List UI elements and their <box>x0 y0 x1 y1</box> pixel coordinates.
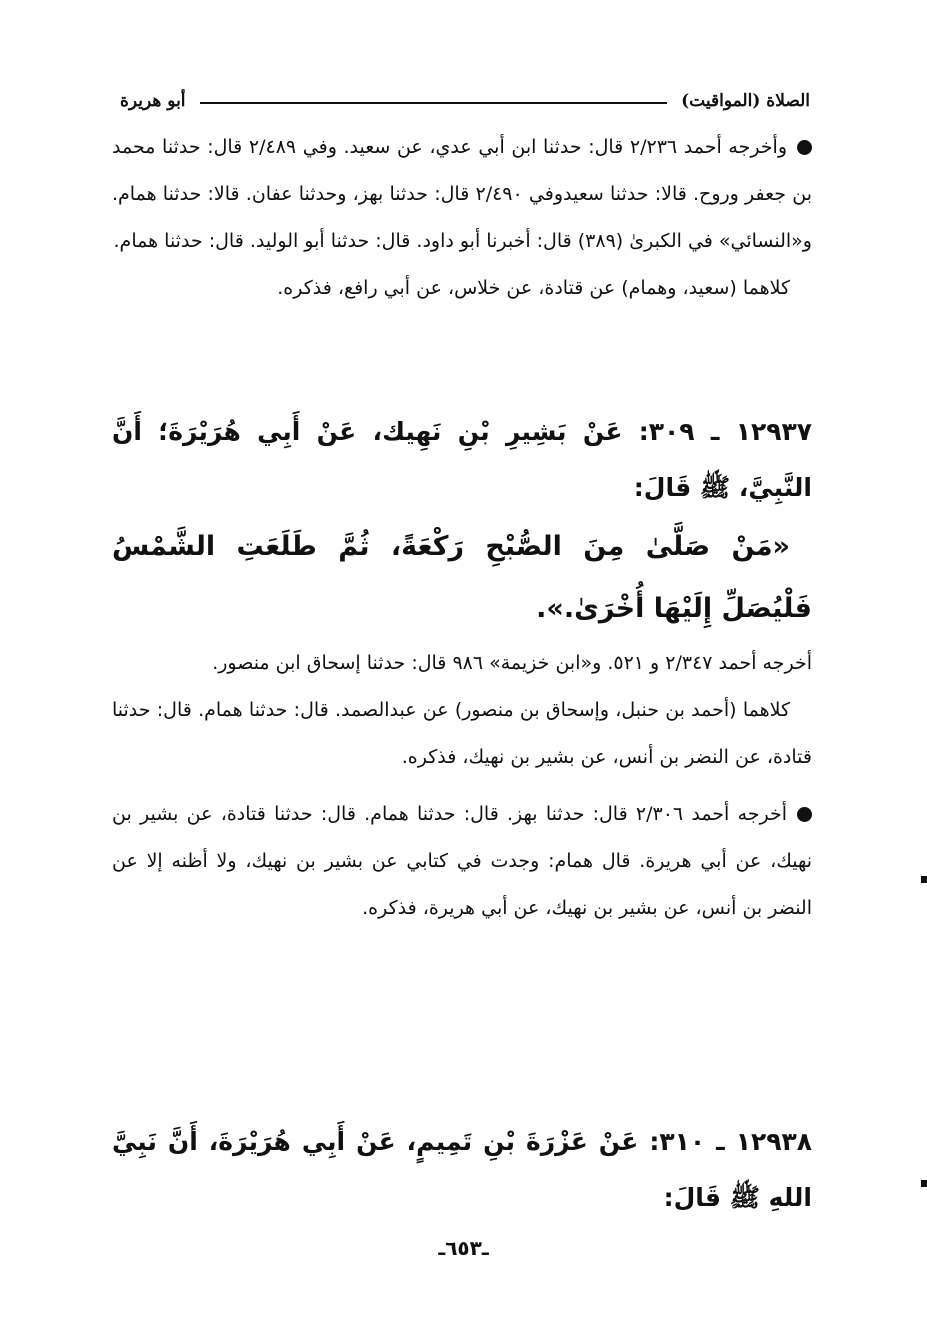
takhrij-paragraph <box>112 124 812 265</box>
takhrij-text: أخرجه أحمد ٢/٣٠٦ قال: حدثنا بهز. قال: حدثنا همام. قال: حدثنا قتادة، عن بشير بن نهيك، عن أبي هريرة. قال همام: وجدت في كتابي عن بشير بن نهيك، ولا أظنه إلا عن النضر بن أنس، عن بشير بن نهيك، عن أبي هريرة، فذكره. <box>112 803 812 919</box>
takhrij-paragraph: أخرجه أحمد ٢/٣٤٧ و ٥٢١. و«ابن خزيمة» ٩٨٦ قال: حدثنا إسحاق ابن منصور. <box>212 652 812 674</box>
takhrij-text: وأخرجه أحمد ٢/٢٣٦ قال: حدثنا ابن أبي عدي، عن سعيد. وفي ٢/٤٨٩ قال: حدثنا محمد بن جعفر وروح. قالا: حدثنا سعيدوفي ٢/٤٩٠ قال: حدثنا بهز، وحدثنا عفان. قالا: حدثنا همام. و«النسائي» في الكبرىٰ (٣٨٩) قال: أخبرنا أبو داود. قال: حدثنا أبو الوليد. قال: حدثنا همام. <box>112 136 812 252</box>
bullet-icon <box>797 807 812 822</box>
header-rule <box>200 102 668 104</box>
chapter-title: الصلاة (المواقيت) <box>681 91 810 111</box>
hadith-12937 <box>112 404 812 640</box>
hadith-heading: ١٢٩٣٧ ـ ٣٠٩: عَنْ بَشِيرِ بْنِ نَهِيك، عَنْ أَبِي هُرَيْرَةَ؛ أَنَّ النَّبِيَّ، ﷺ قَالَ: <box>112 417 813 502</box>
isnad-summary: كلاهما (أحمد بن حنبل، وإسحاق بن منصور) عن عبدالصمد. قال: حدثنا همام. قال: حدثنا قتادة، عن النضر بن أنس، عن بشير بن نهيك، فذكره. <box>112 699 812 768</box>
takhrij-section-1 <box>112 124 812 312</box>
running-header <box>120 86 810 116</box>
takhrij-section-2 <box>112 640 812 932</box>
isnad-summary: كلاهما (سعيد، وهمام) عن قتادة، عن خلاس، عن أبي رافع، فذكره. <box>277 277 790 299</box>
hadith-heading: ١٢٩٣٨ ـ ٣١٠: عَنْ عَزْرَةَ بْنِ تَمِيمٍ، عَنْ أَبِي هُرَيْرَةَ، أَنَّ نَبِيَّ اللهِ ﷺ قَالَ: <box>112 1127 812 1212</box>
hadith-12938 <box>112 1114 812 1226</box>
margin-mark <box>921 1180 927 1187</box>
narrator-name: أبو هريرة <box>120 91 186 111</box>
margin-mark <box>921 876 927 883</box>
bullet-icon <box>797 140 812 155</box>
page-number: ـ٦٥٣ـ <box>438 1236 489 1260</box>
hadith-matn: «مَنْ صَلَّىٰ مِنَ الصُّبْحِ رَكْعَةً، ثُمَّ طَلَعَتِ الشَّمْسُ فَلْيُصَلِّ إِلَيْهَا أُخْرَىٰ.». <box>112 531 812 624</box>
takhrij-paragraph <box>112 791 812 932</box>
